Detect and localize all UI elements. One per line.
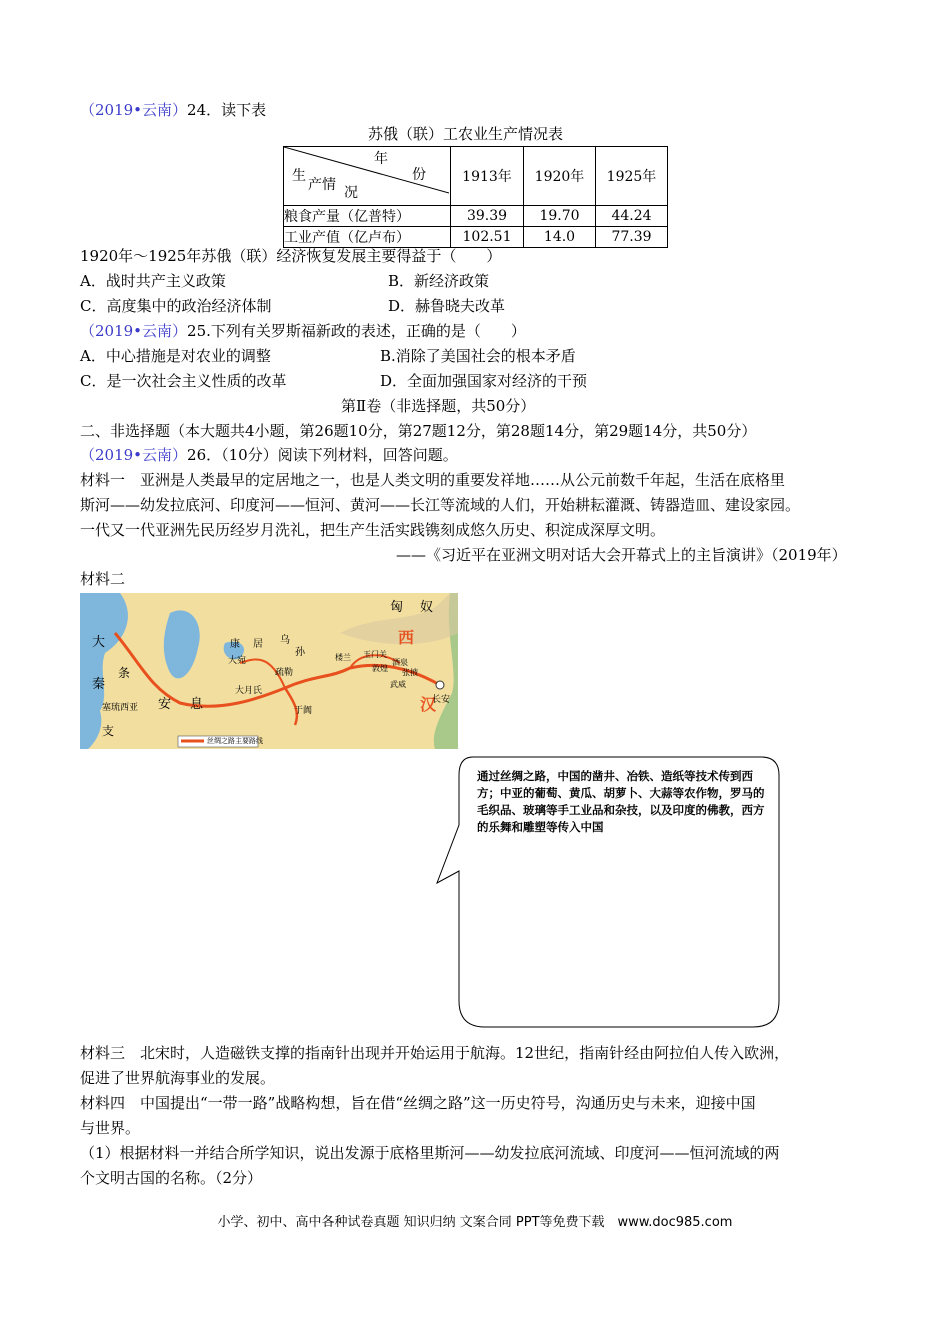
material1-line: 斯河——幼发拉底河、印度河——恒河、黄河——长江等流域的人们，开始耕耘灌溉、铸器造皿、建设家园。 (80, 496, 801, 514)
table-row (284, 206, 668, 227)
map-label: 张掖 (402, 668, 418, 677)
map-label: 西 (398, 628, 415, 647)
header-row-3: 况 (344, 185, 358, 201)
map-label: 玉门关 (363, 650, 387, 659)
q26-line (80, 445, 458, 465)
header-row-2: 产情 (308, 177, 336, 193)
q26-source: （2019•云南） (80, 446, 188, 464)
sub-question-1: （1）根据材料一并结合所学知识，说出发源于底格里斯河——幼发拉底河流域、印度河——恒河流域的两 (80, 1144, 780, 1162)
part2-title: 第Ⅱ卷（非选择题，共50分） (341, 397, 536, 415)
row-label: 粮食产量（亿普特） (284, 206, 451, 227)
material4-line: 与世界。 (80, 1119, 141, 1137)
year-cell: 1925年 (596, 147, 668, 206)
page-footer: 小学、初中、高中各种试卷真题 知识归纳 文案合同 PPT等免费下载 www.doc985.com (217, 1215, 733, 1230)
silk-road-map (80, 593, 458, 749)
q24-option-a: A．战时共产主义政策 (80, 272, 226, 290)
value-cell: 77.39 (596, 227, 668, 248)
q26-stem: 26．（10分）阅读下列材料，回答问题。 (187, 446, 458, 464)
material3-line: 材料三 北宋时，人造磁铁支撑的指南针出现并开始运用于航海。12世纪，指南针经由阿拉伯人传入欧洲， (80, 1044, 790, 1062)
q24-question: 1920年～1925年苏俄（联）经济恢复发展主要得益于（ ） (80, 247, 502, 265)
map-label: 长安 (432, 695, 451, 705)
map-label: 酒泉 (392, 658, 408, 667)
table-header-row (284, 147, 668, 206)
bubble-text: 通过丝绸之路，中国的凿井、冶铁、造纸等技术传到西方；中亚的葡萄、黄瓜、胡萝卜、大蒜等农作物，罗马的毛织品、玻璃等手工业品和杂技，以及印度的佛教，西方的乐舞和雕塑等传入中国 (477, 769, 765, 834)
map-label: 奴 (420, 600, 434, 615)
production-table (283, 146, 668, 248)
material2-label: 材料二 (80, 570, 126, 588)
map-label: 汉 (420, 695, 437, 714)
map-label: 匈 (390, 600, 404, 615)
material4-line: 材料四 中国提出“一带一路”战略构想，旨在借“丝绸之路”这一历史符号，沟通历史与未来，迎接中国 (80, 1094, 756, 1112)
q24-option-d: D．赫鲁晓夫改革 (388, 297, 506, 315)
q25-stem: 25.下列有关罗斯福新政的表述，正确的是（ ） (187, 322, 526, 340)
map-label: 疏勒 (275, 668, 294, 678)
material1-citation: ——《习近平在亚洲文明对话大会开幕式上的主旨演讲》（2019年） (396, 546, 847, 564)
q24-stem: 24．读下表 (187, 101, 267, 119)
q24-line (80, 100, 266, 120)
map-label: 安 (158, 697, 172, 712)
q25-option-c: C．是一次社会主义性质的改革 (80, 372, 287, 390)
q24-source: （2019•云南） (80, 101, 188, 119)
map-label: 大月氏 (235, 686, 263, 696)
map-label: 秦 (92, 677, 106, 692)
map-label: 敦煌 (372, 664, 388, 673)
value-cell: 19.70 (524, 206, 596, 227)
q25-line (80, 321, 526, 341)
sub-question-1: 个文明古国的名称。（2分） (80, 1169, 263, 1187)
map-label: 于阗 (294, 706, 313, 716)
section2-heading: 二、非选择题（本大题共4小题，第26题10分，第27题12分，第28题14分，第29题14分，共50分） (80, 422, 757, 440)
year-cell: 1913年 (451, 147, 524, 206)
row-label: 工业产值（亿卢布） (284, 227, 451, 248)
map-label: 乌 (280, 635, 290, 646)
material1-line: 材料一 亚洲是人类最早的定居地之一，也是人类文明的重要发祥地……从公元前数千年起，生活在底格里 (80, 471, 786, 489)
map-label: 大 (92, 635, 106, 650)
q25-option-d: D．全面加强国家对经济的干预 (380, 372, 588, 390)
map-label: 武威 (390, 680, 406, 689)
table-title: 苏俄（联）工农业生产情况表 (368, 125, 564, 143)
material1-line: 一代又一代亚洲先民历经岁月洗礼，把生产生活实践镌刻成悠久历史、积淀成深厚文明。 (80, 521, 666, 539)
material3-line: 促进了世界航海事业的发展。 (80, 1069, 276, 1087)
value-cell: 102.51 (451, 227, 524, 248)
map-legend: 丝绸之路主要路线 (207, 737, 263, 745)
q24-option-b: B．新经济政策 (388, 272, 490, 290)
map-label: 息 (190, 697, 204, 712)
value-cell: 39.39 (451, 206, 524, 227)
header-row-1: 生 (292, 168, 306, 184)
table-row (284, 227, 668, 248)
map-label: 孙 (295, 647, 305, 658)
q25-option-b: B.消除了美国社会的根本矛盾 (380, 347, 576, 365)
map-label: 大宛 (228, 656, 247, 666)
map-label: 楼兰 (335, 653, 351, 662)
q25-option-a: A．中心措施是对农业的调整 (80, 347, 271, 365)
value-cell: 14.0 (524, 227, 596, 248)
header-year-1: 年 (374, 151, 388, 167)
header-year-2: 份 (412, 167, 426, 183)
map-label: 条 (118, 666, 131, 680)
map-label: 塞琉西亚 (102, 703, 139, 713)
diagonal-header-cell (284, 147, 451, 206)
map-label: 支 (102, 724, 115, 738)
q24-option-c: C．高度集中的政治经济体制 (80, 297, 272, 315)
q25-source: （2019•云南） (80, 322, 188, 340)
map-label: 康 (230, 639, 240, 650)
map-label: 居 (253, 639, 263, 650)
year-cell: 1920年 (524, 147, 596, 206)
value-cell: 44.24 (596, 206, 668, 227)
